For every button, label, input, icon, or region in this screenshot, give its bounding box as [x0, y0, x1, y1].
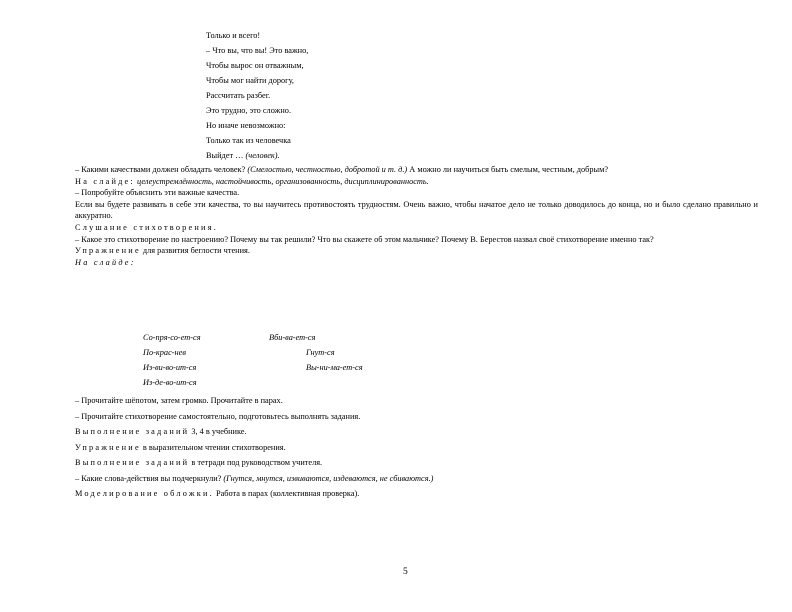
question-text: – Какими качествами должен обладать человек?	[75, 165, 248, 174]
explain-paragraph: – Попробуйте объяснить эти важные качества.	[75, 188, 240, 198]
step-label: Выполнение заданий	[75, 458, 190, 467]
syllable-word: Из-ви-во-ит-ся	[143, 363, 197, 372]
poem-line: Только так из человечка	[206, 136, 291, 145]
lesson-steps	[75, 393, 758, 502]
poem-line-text: Выйдет …	[206, 151, 246, 160]
poem-line: Но иначе невозможно:	[206, 121, 286, 130]
poem-answer: (человек).	[245, 151, 280, 160]
syllable-word: Вби-ва-ет-ся	[269, 333, 316, 342]
step-label: Упражнение	[75, 442, 141, 452]
syllable-word: Со-пря-со-ет-ся	[143, 333, 201, 342]
page-number: 5	[403, 567, 408, 577]
exercise-text: для развития беглости чтения.	[140, 246, 250, 256]
step-label: Выполнение заданий	[75, 427, 190, 436]
poem-line: Чтобы мог найти дорогу,	[206, 76, 294, 85]
poem-line: Только и всего!	[206, 31, 261, 40]
question-followup: А можно ли научиться быть смелым, честным, добрым?	[407, 165, 609, 174]
section-listening: Слушание стихотворения.	[75, 222, 218, 232]
step-text: в выразительном чтении стихотворения.	[140, 442, 286, 452]
syllable-word: По-крас-нев	[143, 348, 186, 357]
lesson-text	[75, 164, 758, 268]
syllable-word: Гнут-ся	[306, 348, 335, 357]
slide-label-2: На слайде:	[75, 257, 136, 267]
step-tasks-textbook	[75, 424, 758, 440]
step-read-whisper: – Прочитайте шёпотом, затем громко. Прочитайте в парах.	[75, 396, 283, 405]
step-text: в тетради под руководством учителя.	[189, 458, 323, 467]
syllable-word: Из-де-во-ит-ся	[143, 378, 197, 387]
slide-qualities: целеустремлённость, настойчивость, организованность, дисциплинированность.	[134, 176, 429, 186]
step-read-self: – Прочитайте стихотворение самостоятельно, подготовьтесь выполнять задания.	[75, 411, 361, 421]
step-label: Моделирование обложки.	[75, 489, 214, 498]
question-answer: (Смелостью, честностью, добротой и т. д.)	[247, 165, 408, 174]
poem-line: – Что вы, что вы! Это важно,	[206, 46, 309, 55]
slide-label: На слайде:	[75, 176, 135, 186]
poem-line: Чтобы вырос он отважным,	[206, 61, 304, 70]
step-cover-modeling	[75, 486, 758, 502]
question-paragraph	[75, 164, 758, 176]
step-expressive-reading	[75, 440, 758, 456]
step-text: Работа в парах (коллективная проверка).	[213, 489, 360, 498]
poem-line: Это трудно, это сложно.	[206, 106, 292, 115]
exercise-label: Упражнение	[75, 246, 141, 256]
step-action-words	[75, 471, 758, 487]
syllable-word: Вы-ни-ма-ет-ся	[306, 363, 363, 372]
mood-question-paragraph: – Какое это стихотворение по настроению? Почему вы так решили? Что вы скажете об этом мальчике? Почему В. Берестов назвал своё стихотворение именно так?	[75, 234, 654, 244]
step-text: 3, 4 в учебнике.	[189, 427, 247, 436]
qualities-paragraph: Если вы будете развивать в себе эти качества, то вы научитесь противостоять трудностям. Очень важно, чтобы начатое дело не только доводилось до конца, но и было сделано правильно и аккуратно.	[75, 199, 758, 221]
poem-line: Рассчитать разбег.	[206, 91, 271, 100]
exercise-fluency	[75, 245, 758, 257]
poem-last-line	[206, 148, 506, 163]
slide-note	[75, 176, 758, 188]
step-answer: (Гнутся, мнутся, извиваются, издеваются, не сбиваются.)	[223, 473, 434, 483]
poem-block	[206, 28, 506, 163]
slide-note-2	[75, 257, 758, 269]
step-tasks-notebook	[75, 455, 758, 471]
step-text: – Какие слова-действия вы подчеркнули?	[75, 473, 224, 483]
